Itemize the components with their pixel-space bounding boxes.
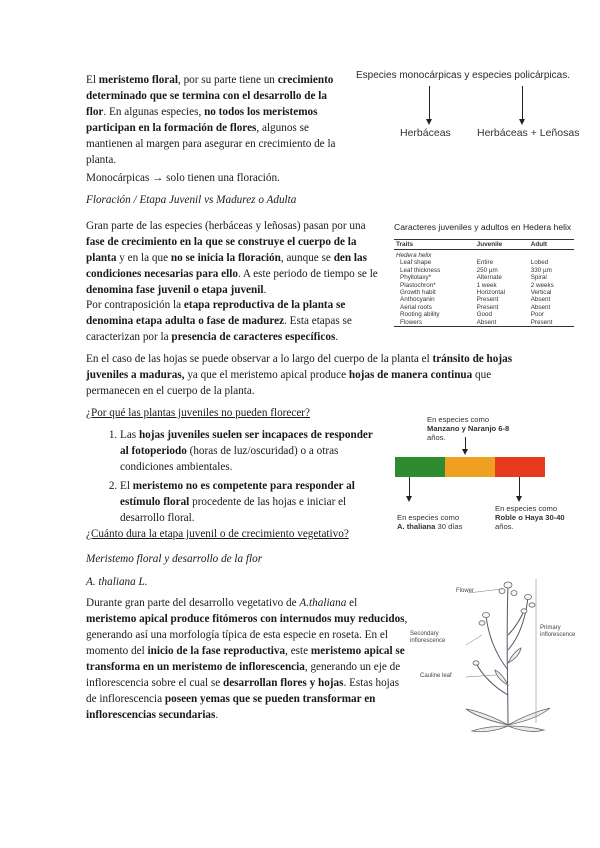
question-juvenile-flowering: ¿Por qué las plantas juveniles no pueden florecer? [86, 407, 310, 419]
arrow-down-icon [522, 86, 523, 120]
hedera-table-title: Caracteres juveniles y adultos en Hedera helix [394, 222, 572, 232]
secondary-inflorescence-label: Secondary inflorescence [410, 631, 446, 644]
table-row: Leaf shape Entire Lobed [400, 259, 549, 267]
leaves-paragraph: En el caso de las hojas se puede observar a lo largo del cuerpo de la planta el tránsito de hojas juveniles a maduras, ya que el meristemo apical produce hojas de manera continua que permanecen en el cuerpo de la planta. [86, 353, 513, 397]
species-diagram-title: Especies monocárpicas y especies policárpicas. [356, 70, 570, 81]
table-row: Rooting ability Good Poor [400, 311, 545, 319]
arrow-down-icon [519, 477, 520, 497]
primary-inflorescence-label: Primary inflorescence [540, 625, 576, 638]
species-heading: A. thaliana L. [86, 576, 148, 588]
duration-bar-long [495, 457, 545, 477]
duration-bar-medium [445, 457, 495, 477]
flower-label: Flower [456, 588, 475, 594]
hedera-table-figure [394, 222, 574, 372]
floral-meristem-heading: Meristemo floral y desarrollo de la flor [86, 553, 263, 565]
monocarpic-note: Monocárpicas → solo tienen una floración. [86, 172, 280, 184]
table-row: Aerial roots Present Absent [400, 303, 551, 311]
table-row: Growth habit Horizontal Vertical [400, 289, 552, 297]
table-header: Traits [394, 240, 475, 250]
duration-label-right: En especies como Roble o Haya 30-40 años. [495, 504, 565, 531]
species-diagram [356, 70, 578, 160]
juvenile-paragraph: Gran parte de las especies (herbáceas y leñosas) pasan por una fase de crecimiento en la que se construye el cuerpo de la planta y en la que no se inicia la floración, aunque se den las condiciones necesarias para ello. A este periodo de tiempo se le denomina fase juvenil o etapa juvenil. [86, 220, 378, 296]
cauline-leaf-label: Cauline leaf [420, 673, 452, 679]
arabidopsis-plant-illustration [416, 575, 584, 735]
species-row: Hedera helix [396, 252, 432, 259]
herbaceous-woody-label: Herbáceas + Leñosas [477, 127, 580, 139]
arrow-down-icon [409, 477, 410, 497]
herbaceous-label: Herbáceas [400, 127, 451, 139]
table-header: Adult [529, 240, 574, 250]
reasons-list [90, 427, 384, 529]
duration-label-top: En especies como Manzano y Naranjo 6-8 años. [427, 415, 510, 442]
intro-paragraph: El meristemo floral, por su parte tiene un crecimiento determinado que se termina con el desarrollo de la flor. En algunas especies, no todos los meristemos participan en la formación de flores, algunos se mantienen al margen para asegurar en crecimiento de la planta. [86, 74, 336, 166]
table-row: Anthocyanin Present Absent [400, 296, 551, 304]
arrow-down-icon [465, 437, 466, 450]
table-row: Phyllotaxy* Alternate Spiral [400, 274, 547, 282]
list-item: 2. El meristemo no es competente para responder al estímulo floral procedente de las hojas e iniciar el desarrollo floral. [120, 478, 384, 526]
list-item: 1. Las hojas juveniles suelen ser incapaces de responder al fotoperiodo (horas de luz/oscuridad) o a otras condiciones ambientales. [120, 427, 384, 475]
arabidopsis-figure [410, 575, 584, 735]
adult-paragraph: Por contraposición la etapa reproductiva de la planta se denomina etapa adulta o fase de madurez. Esta etapas se caracterizan por la presencia de caracteres específicos. [86, 299, 352, 343]
hedera-table [394, 239, 574, 327]
table-row: Plastochron* 1 week 2 weeks [400, 281, 554, 289]
arrow-down-icon [429, 86, 430, 120]
table-row: Leaf thickness 250 µm 330 µm [400, 266, 552, 274]
duration-label-left: En especies como A. thaliana 30 días [397, 513, 463, 531]
section-heading: Floración / Etapa Juvenil vs Madurez o Adulta [86, 194, 297, 206]
table-row: Flowers Absent Present [394, 319, 574, 327]
table-header: Juvenile [475, 240, 529, 250]
thaliana-paragraph: Durante gran parte del desarrollo vegetativo de A.thaliana el meristemo apical produce fitómeros con internudos muy reducidos, generando así una morfología típica de esta especie en roseta. En el momento del inicio de la fase reproductiva, este meristemo apical se transforma en un meristemo de inflorescencia, generando un eje de inflorescencia sobre el cual se desarrollan flores y hojas. Estas hojas de inflorescencia poseen yemas que se pueden transformar en inflorescencias secundarias. [86, 597, 408, 721]
duration-figure [395, 415, 565, 555]
question-duration: ¿Cuánto dura la etapa juvenil o de crecimiento vegetativo? [86, 528, 349, 540]
duration-bar-short [395, 457, 445, 477]
